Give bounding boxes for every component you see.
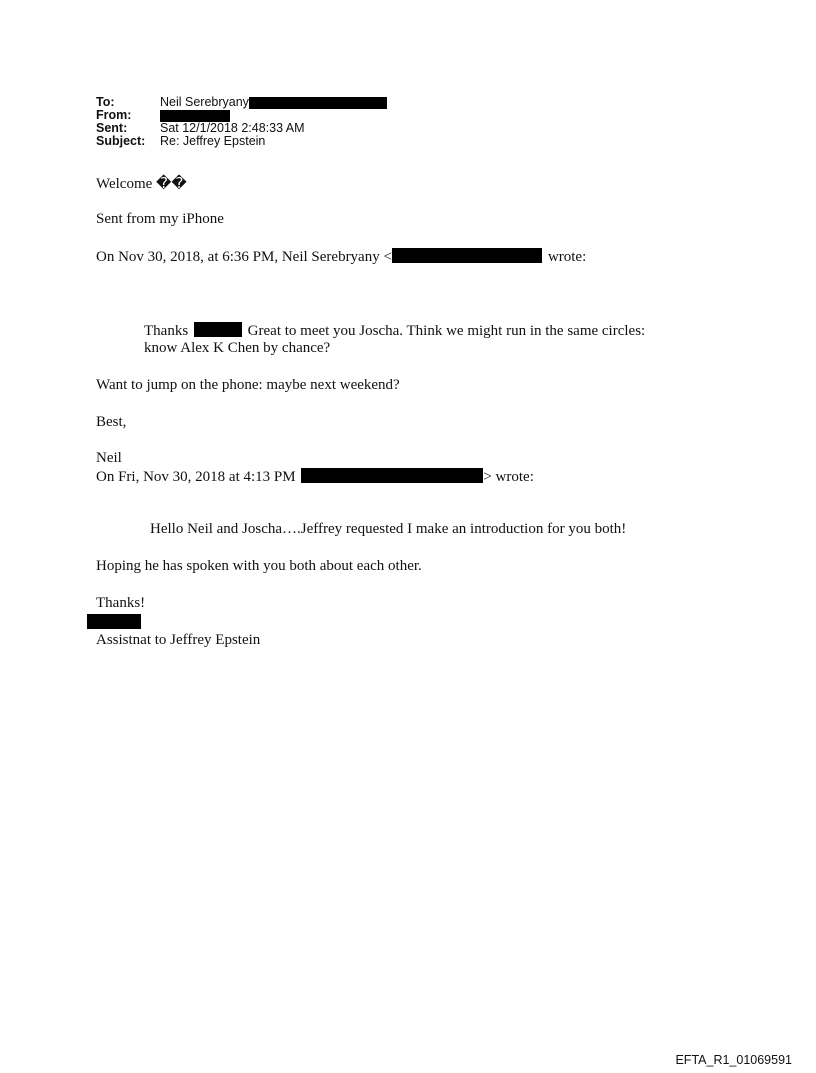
thanks-line-2: know Alex K Chen by chance? bbox=[144, 340, 331, 356]
quote2-wrote: > wrote: bbox=[483, 469, 534, 485]
to-label: To: bbox=[96, 95, 115, 109]
subject-value: Re: Jeffrey Epstein bbox=[160, 134, 266, 148]
welcome-line: Welcome �� bbox=[96, 176, 187, 192]
quote2-intro-text: On Fri, Nov 30, 2018 at 4:13 PM bbox=[96, 469, 296, 485]
thanks-closing-line: Thanks! bbox=[96, 595, 146, 611]
sender-name-redaction bbox=[87, 614, 141, 632]
hoping-line: Hoping he has spoken with you both about each other. bbox=[96, 558, 422, 574]
to-row bbox=[96, 96, 387, 109]
quote1-wrote: wrote: bbox=[547, 249, 587, 265]
subject-row bbox=[96, 135, 387, 148]
quote1-intro bbox=[96, 248, 586, 266]
sent-label: Sent: bbox=[96, 121, 128, 135]
subject-label: Subject: bbox=[96, 134, 146, 148]
sent-value: Sat 12/1/2018 2:48:33 AM bbox=[160, 121, 305, 135]
from-label: From: bbox=[96, 108, 132, 122]
thanks-line bbox=[144, 322, 645, 340]
redaction-bar bbox=[87, 614, 141, 629]
jump-line: Want to jump on the phone: maybe next weekend? bbox=[96, 377, 400, 393]
best-line: Best, bbox=[96, 414, 127, 430]
to-value bbox=[160, 96, 387, 109]
assistant-line: Assistnat to Jeffrey Epstein bbox=[96, 632, 261, 648]
to-name: Neil Serebryany bbox=[160, 95, 249, 109]
redaction-bar bbox=[194, 322, 242, 337]
neil-line: Neil bbox=[96, 450, 122, 466]
signature-line: Sent from my iPhone bbox=[96, 211, 224, 227]
email-header bbox=[96, 96, 387, 148]
document-id: EFTA_R1_01069591 bbox=[675, 1053, 792, 1067]
quote1-intro-text: On Nov 30, 2018, at 6:36 PM, Neil Serebryany < bbox=[96, 249, 392, 265]
redaction-bar bbox=[392, 248, 542, 263]
redaction-bar bbox=[249, 97, 387, 109]
thanks-word: Thanks bbox=[144, 323, 189, 339]
redaction-bar bbox=[301, 468, 483, 483]
redaction-bar bbox=[160, 110, 230, 122]
thanks-rest: Great to meet you Joscha. Think we might run in the same circles: bbox=[247, 323, 646, 339]
quote2-intro bbox=[96, 468, 534, 486]
hello-line: Hello Neil and Joscha….Jeffrey requested I make an introduction for you both! bbox=[150, 521, 627, 537]
